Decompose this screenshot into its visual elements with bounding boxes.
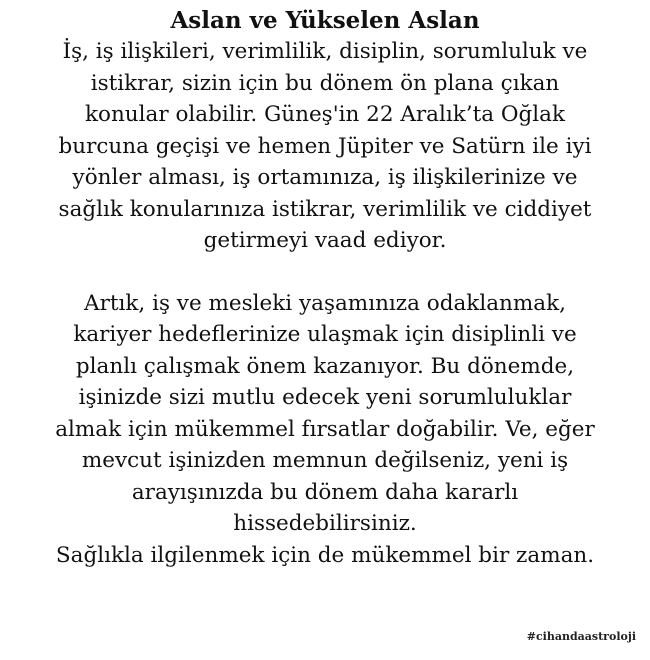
paragraph-2 xyxy=(8,288,642,572)
hashtag-label: #cihandaastroloji xyxy=(526,630,636,643)
paragraph-1-line: konular olabilir. Güneş'in 22 Aralık’ta Oğlak xyxy=(84,102,565,127)
paragraph-1-line: İş, iş ilişkileri, verimlilik, disiplin, sorumluluk ve xyxy=(62,39,588,64)
paragraph-1-line: istikrar, sizin için bu dönem ön plana çıkan xyxy=(90,70,560,96)
paragraph-2-line: arayışınızda bu dönem daha kararlı xyxy=(131,479,519,505)
paragraph-1-line: burcuna geçişi ve hemen Jüpiter ve Satürn ile iyi xyxy=(58,133,592,159)
paragraph-2-line: hissedebilirsiniz. xyxy=(233,511,417,536)
paragraph-1-line: sağlık konularınıza istikrar, verimlilik ve ciddiyet xyxy=(58,196,592,222)
paragraph-spacer xyxy=(8,257,642,288)
paragraph-2-line: almak için mükemmel fırsatlar doğabilir. Ve, eğer xyxy=(55,416,595,442)
paragraph-1 xyxy=(8,36,642,257)
page-title: Aslan ve Yükselen Aslan xyxy=(170,7,480,34)
paragraph-2-line: mevcut işinizden memnun değilseniz, yeni iş xyxy=(81,448,569,473)
paragraph-1-line: yönler alması, iş ortamınıza, iş ilişkilerinize ve xyxy=(72,165,578,190)
paragraph-2-line: planlı çalışmak önem kazanıyor. Bu dönemde, xyxy=(75,353,575,379)
paragraph-2-line: işinizde sizi mutlu edecek yeni sorumluluklar xyxy=(78,385,572,410)
paragraph-2-line: kariyer hedeflerinize ulaşmak için disiplinli ve xyxy=(73,322,577,347)
paragraph-2-line: Sağlıkla ilgilenmek için de mükemmel bir zaman. xyxy=(55,542,595,568)
paragraph-1-line: getirmeyi vaad ediyor. xyxy=(203,228,447,253)
paragraph-2-line: Artık, iş ve mesleki yaşamınıza odaklanmak, xyxy=(84,290,566,316)
